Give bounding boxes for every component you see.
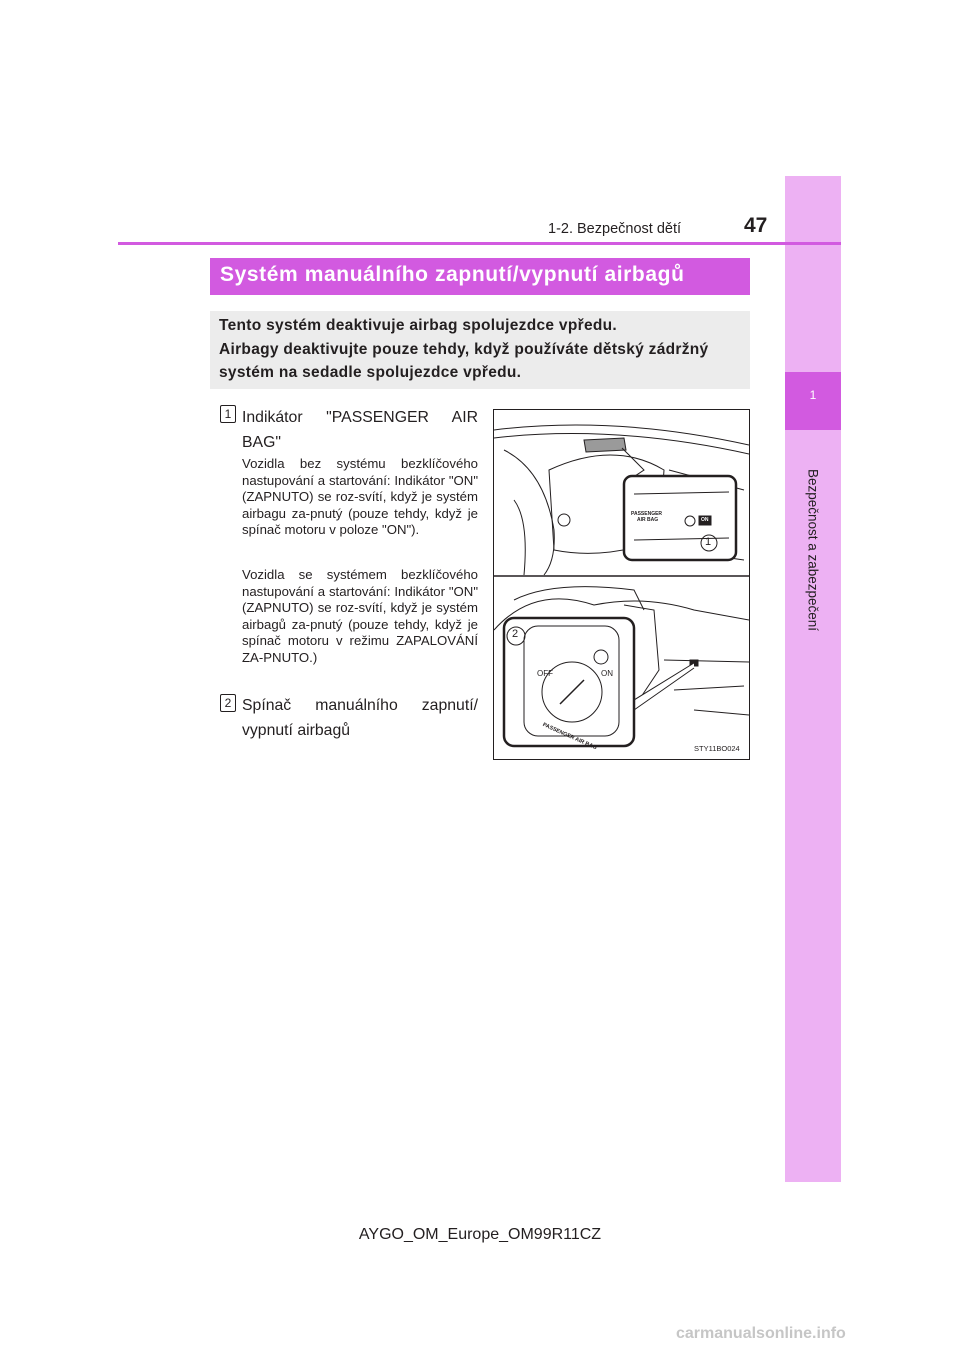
side-tab-chapter-label: Bezpečnost a zabezpečení bbox=[805, 468, 821, 632]
section-label: 1-2. Bezpečnost dětí bbox=[548, 221, 681, 237]
item-1-paragraph-1: Vozidla bez systému bezklíčového nastupování a startování: Indikátor "ON" (ZAPNUTO) se roz-svítí, když je systém airbagu za-pnutý (pouze tehdy, když je spínač motoru v poloze "ON"). bbox=[242, 456, 478, 537]
switch-ring-label: PASSENGER AIR BAG bbox=[541, 722, 598, 752]
side-tab-chapter-number: 1 bbox=[809, 388, 817, 402]
callout-1-number: 1 bbox=[705, 536, 712, 548]
switch-on-label: ON bbox=[601, 669, 613, 678]
item-1-paragraph-2: Vozidla se systémem bezklíčového nastupování a startování: Indikátor "ON" (ZAPNUTO) se roz-svítí, když je systém airbagů za-pnutý (pouze tehdy, když je spínač motoru v režimu ZAPALOVÁNÍ ZA-PNUTO.) bbox=[242, 567, 478, 665]
panel-label-line-2: AIR BAG bbox=[637, 517, 659, 523]
panel-label bbox=[631, 511, 662, 523]
header-rule bbox=[118, 242, 841, 245]
item-2-number: 2 bbox=[220, 694, 236, 712]
item-1-title: Indikátor "PASSENGER AIR BAG" bbox=[242, 409, 478, 451]
intro-line-2: Airbagy deaktivujte pouze tehdy, když používáte dětský zádržný bbox=[219, 341, 709, 358]
item-2-title: Spínač manuálního zapnutí/ vypnutí airbagů bbox=[242, 697, 478, 739]
switch-off-label: OFF bbox=[537, 669, 553, 678]
panel-label-line-1: PASSENGER bbox=[631, 511, 663, 517]
item-1-number: 1 bbox=[220, 405, 236, 423]
on-indicator-label: ON bbox=[701, 517, 709, 523]
page-title: Systém manuálního zapnutí/vypnutí airbagů bbox=[220, 263, 685, 286]
watermark: carmanualsonline.info bbox=[676, 1325, 846, 1342]
dashboard-illustration bbox=[493, 409, 750, 760]
side-tab bbox=[785, 176, 841, 1182]
intro-line-3: systém na sedadle spolujezdce vpředu. bbox=[219, 364, 522, 381]
dashboard-drawing bbox=[494, 410, 749, 759]
document-code: AYGO_OM_Europe_OM99R11CZ bbox=[358, 1226, 602, 1243]
page-number: 47 bbox=[744, 214, 768, 237]
illustration-code: STY11BO024 bbox=[694, 744, 740, 753]
callout-2-number: 2 bbox=[512, 628, 519, 640]
intro-line-1: Tento systém deaktivuje airbag spolujezdce vpředu. bbox=[219, 317, 618, 334]
